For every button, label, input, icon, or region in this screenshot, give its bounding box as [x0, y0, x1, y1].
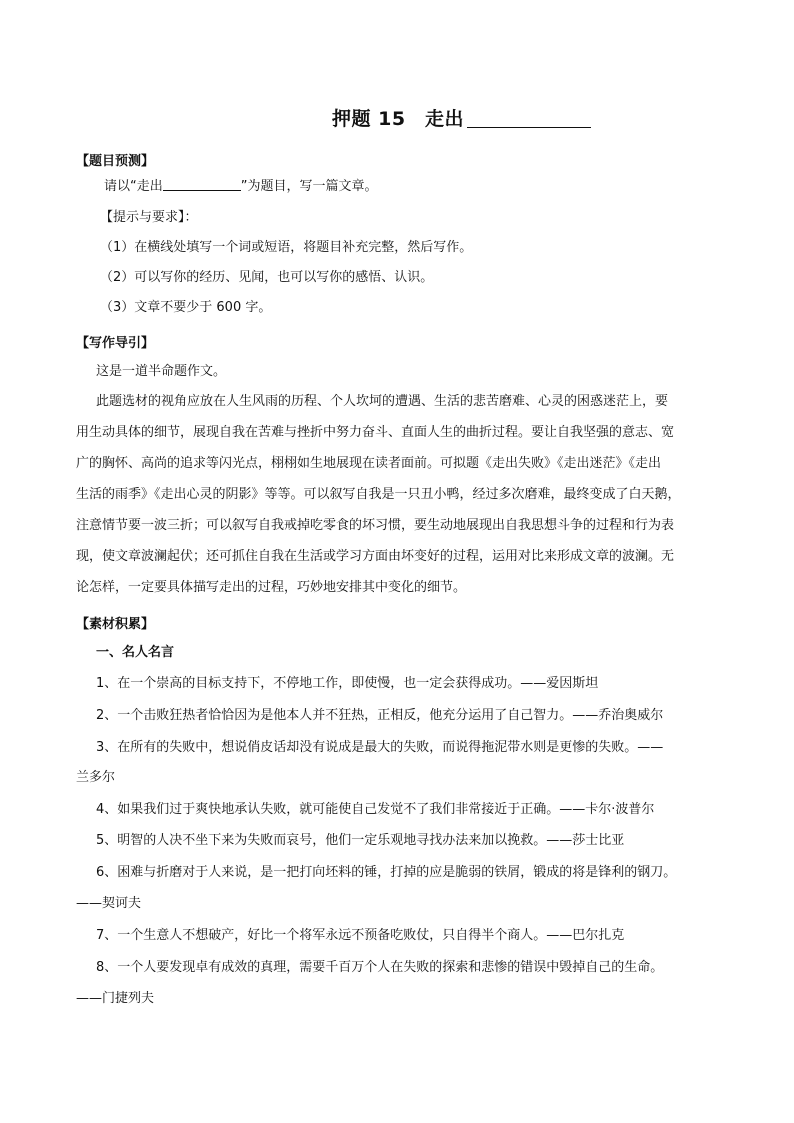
guide-line: 生活的雨季》《走出心灵的阴影》等等。可以叙写自我是一只丑小鸭，经过多次磨难，最终变成了白天鹅， — [76, 487, 681, 502]
quote-line: 7、一个生意人不想破产，好比一个将军永远不预备吃败仗，只自得半个商人。——巴尔扎克 — [96, 928, 625, 943]
title-text: 押题 15 走出 — [332, 108, 465, 130]
quote-line: 2、一个击败狂热者恰恰因为是他本人并不狂热，正相反，他充分运用了自己智力。——乔治奥威尔 — [96, 708, 664, 723]
subheading-quotes: 一、名人名言 — [96, 645, 175, 660]
guide-line: 此题选材的视角应放在人生风雨的历程、个人坎坷的遭遇、生活的悲苦磨难、心灵的困惑迷茫上，要 — [96, 394, 669, 409]
requirement-1: （1）在横线处填写一个词或短语，将题目补充完整，然后写作。 — [100, 240, 473, 255]
page-title — [332, 104, 591, 131]
title-blank-line — [467, 107, 591, 128]
quote-line: 8、一个人要发现卓有成效的真理，需要千百万个人在失败的探索和悲惨的错误中毁掉自己的生命。 — [96, 960, 664, 975]
quote-line: ——门捷列夫 — [76, 991, 155, 1006]
quote-line: 5、明智的人决不坐下来为失败而哀号，他们一定乐观地寻找办法来加以挽救。——莎士比亚 — [96, 833, 625, 848]
quote-line: ——契诃夫 — [76, 896, 142, 911]
requirement-2: （2）可以写你的经历、见闻，也可以写你的感悟、认识。 — [100, 270, 434, 285]
guide-line: 现，使文章波澜起伏；还可抓住自我在生活或学习方面由坏变好的过程，运用对比来形成文章的波澜。无 — [76, 549, 675, 564]
guide-line: 论怎样，一定要具体描写走出的过程，巧妙地安排其中变化的细节。 — [76, 580, 467, 595]
prompt-after: ”为题目，写一篇文章。 — [240, 179, 378, 194]
guide-line: 用生动具体的细节，展现自我在苦难与挫折中努力奋斗、直面人生的曲折过程。要让自我坚强的意志、宽 — [76, 425, 675, 440]
quote-line: 3、在所有的失败中，想说俏皮话却没有说成是最大的失败，而说得拖泥带水则是更惨的失败。—— — [96, 740, 664, 755]
section-heading-guide: 【写作导引】 — [76, 336, 155, 351]
requirement-3: （3）文章不要少于 600 字。 — [100, 300, 272, 315]
quote-line: 6、困难与折磨对于人来说，是一把打向坯料的锤，打掉的应是脆弱的铁屑，锻成的将是锋利的钢刀。 — [96, 865, 677, 880]
guide-line: 注意情节要一波三折；可以叙写自我戒掉吃零食的坏习惯，要生动地展现出自我思想斗争的过程和行为表 — [76, 518, 675, 533]
hint-title: 【提示与要求】： — [100, 210, 198, 225]
section-heading-predict: 【题目预测】 — [76, 154, 155, 169]
guide-line: 广的胸怀、高尚的追求等闪光点，栩栩如生地展现在读者面前。可拟题《走出失败》《走出迷茫》《走出 — [76, 456, 662, 471]
prompt-before: 请以“走出 — [104, 179, 163, 194]
guide-intro: 这是一道半命题作文。 — [96, 364, 227, 379]
section-heading-material: 【素材积累】 — [76, 617, 155, 632]
quote-line: 1、在一个崇高的目标支持下，不停地工作，即使慢，也一定会获得成功。——爱因斯坦 — [96, 676, 599, 691]
quote-line: 兰多尔 — [76, 770, 116, 785]
quote-line: 4、如果我们过于爽快地承认失败，就可能使自己发觉不了我们非常接近于正确。——卡尔·波普尔 — [96, 802, 655, 817]
prompt-blank-line — [163, 178, 241, 191]
prompt-line — [104, 178, 378, 194]
